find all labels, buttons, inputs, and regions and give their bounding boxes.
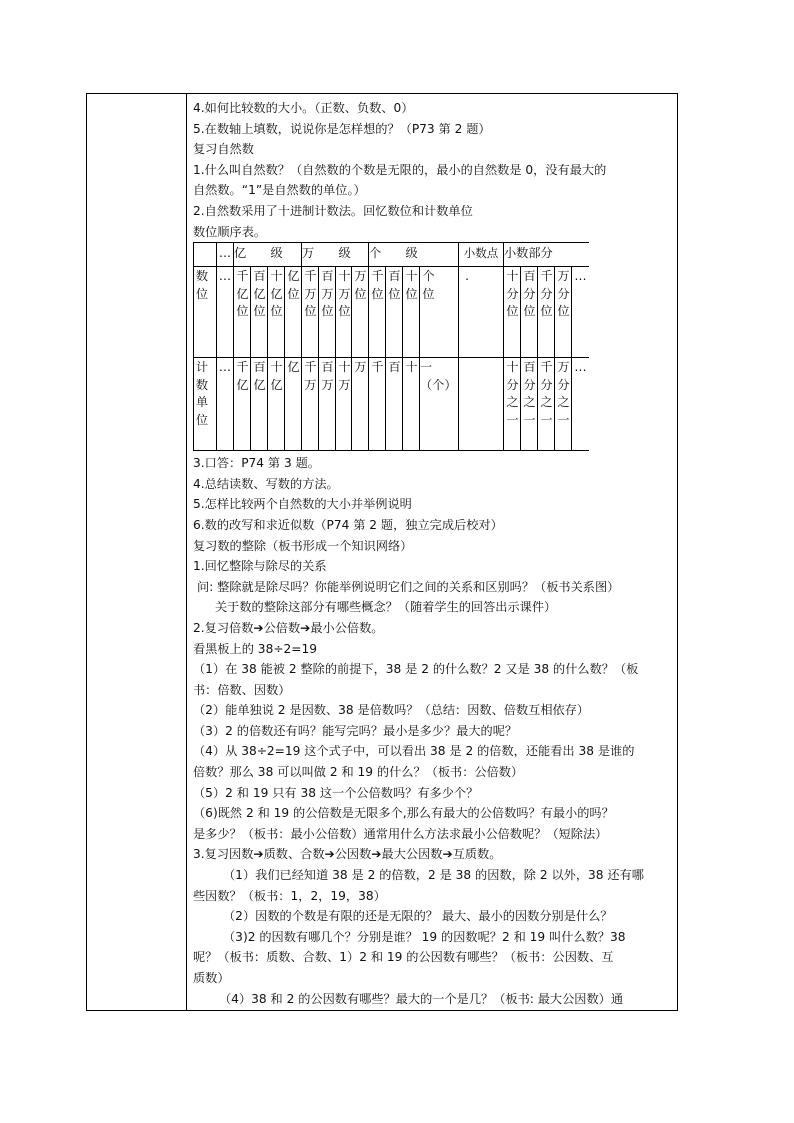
text-line: （2）能单独说 2 是因数、38 是倍数吗？（总结：因数、倍数互相依存） bbox=[193, 703, 590, 718]
row-label-unit: 计数单位 bbox=[195, 360, 209, 427]
text-line: （3)2 的因数有哪几个？分别是谁？ 19 的因数呢？2 和 19 叫什么数？38 bbox=[223, 929, 626, 944]
text-line: （1）在 38 能被 2 整除的前提下，38 是 2 的什么数？2 又是 38 的什么数？（板 bbox=[193, 662, 639, 677]
text-line: 6.数的改写和求近似数（P74 第 2 题，独立完成后校对） bbox=[193, 517, 503, 532]
text-line: 2.复习倍数➔公倍数➔最小公倍数。 bbox=[193, 620, 384, 635]
decimal-place-cell: 十分位 bbox=[506, 269, 519, 319]
decimal-place-cell: 百分位 bbox=[523, 269, 536, 319]
place-cell: 千位 bbox=[371, 269, 384, 301]
place-cell: 千亿位 bbox=[236, 269, 249, 319]
table-rule bbox=[458, 242, 459, 451]
row-tail-ellipsis: … bbox=[574, 360, 587, 375]
unit-cell: 万 bbox=[354, 360, 367, 375]
row-ellipsis: … bbox=[218, 360, 232, 375]
unit-cell: 百 bbox=[388, 360, 401, 375]
header-yi-group: 亿 级 bbox=[234, 246, 283, 261]
unit-cell-one: 一（个） bbox=[420, 360, 457, 392]
table-rule bbox=[554, 266, 555, 451]
text-line: 问: 整除就是除尽吗？你能举例说明它们之间的关系和区别吗？（板书关系图） bbox=[197, 579, 620, 594]
text-line: 些因数？（板书：1，2，19，38） bbox=[193, 888, 386, 903]
row-label-place: 数位 bbox=[195, 269, 209, 301]
text-line: 3.口答：P74 第 3 题。 bbox=[193, 456, 320, 471]
text-line: 关于数的整除这部分有哪些概念？（随着学生的回答出示课件） bbox=[215, 600, 557, 615]
place-cell: 千万位 bbox=[304, 269, 317, 319]
unit-cell: 千万 bbox=[304, 360, 317, 392]
place-cell: 万位 bbox=[354, 269, 367, 301]
text-line: （2）因数的个数是有限的还是无限的？ 最大、最小的因数分别是什么？ bbox=[223, 909, 613, 924]
place-cell: 亿位 bbox=[287, 269, 300, 301]
unit-cell: 十万 bbox=[338, 360, 351, 392]
place-cell: 百亿位 bbox=[253, 269, 266, 319]
text-line: （4）从 38÷2=19 这个式子中，可以看出 38 是 2 的倍数，还能看出 38 是谁的 bbox=[193, 744, 635, 759]
unit-cell: 百万 bbox=[321, 360, 334, 392]
text-line: 倍数？那么 38 可以叫做 2 和 19 的什么？（板书：公倍数） bbox=[193, 765, 524, 780]
place-cell: 十万位 bbox=[338, 269, 351, 319]
unit-cell: 亿 bbox=[287, 360, 300, 375]
text-line: 4.如何比较数的大小。（正数、负数、0） bbox=[193, 101, 414, 115]
decimal-unit-cell: 万分之一 bbox=[557, 360, 570, 427]
row-ellipsis: … bbox=[218, 269, 232, 284]
table-rule bbox=[520, 266, 521, 451]
table-rule bbox=[537, 266, 538, 451]
text-line: 自然数。“1”是自然数的单位。） bbox=[193, 183, 366, 198]
text-line: 5.在数轴上填数，说说你是怎样想的？（P73 第 2 题） bbox=[193, 121, 491, 136]
table-rule bbox=[318, 266, 319, 451]
table-rule bbox=[267, 266, 268, 451]
text-line: 呢？（板书：质数、合数、1）2 和 19 的公因数有哪些？（板书：公因数、互 bbox=[193, 950, 614, 965]
text-line: （4）38 和 2 的公因数有哪些？最大的一个是几？（板书: 最大公因数）通 bbox=[219, 991, 624, 1006]
table-rule bbox=[193, 242, 194, 451]
text-line: 看黑板上的 38÷2=19 bbox=[193, 641, 318, 656]
decimal-unit-cell: 千分之一 bbox=[540, 360, 553, 427]
table-rule bbox=[284, 266, 285, 451]
table-rule bbox=[385, 266, 386, 451]
header-ellipsis: … bbox=[218, 246, 232, 261]
section-heading: 复习数的整除（板书形成一个知识网络） bbox=[193, 538, 413, 553]
decimal-unit-cell: 百分之一 bbox=[523, 360, 536, 427]
text-line: 质数） bbox=[193, 971, 230, 985]
table-rule bbox=[193, 242, 589, 243]
text-line: 3.复习因数➔质数、合数➔公因数➔最大公因数➔互质数。 bbox=[193, 847, 502, 862]
row-tail-ellipsis: … bbox=[574, 269, 587, 284]
table-rule bbox=[301, 242, 302, 451]
header-decimal-point: 小数点 bbox=[463, 246, 499, 261]
text-line: 1.什么叫自然数？（自然数的个数是无限的，最小的自然数是 0，没有最大的 bbox=[193, 162, 607, 177]
table-rule bbox=[250, 266, 251, 451]
text-line: （1）我们已经知道 38 是 2 的倍数，2 是 38 的因数，除 2 以外，38 还有哪 bbox=[223, 868, 644, 883]
column-divider bbox=[186, 93, 187, 1011]
table-rule bbox=[193, 266, 589, 267]
place-cell: 百万位 bbox=[321, 269, 334, 319]
table-rule bbox=[193, 450, 589, 451]
decimal-place-cell: 万分位 bbox=[557, 269, 570, 319]
table-rule bbox=[402, 266, 403, 451]
section-heading: 复习自然数 bbox=[193, 142, 254, 157]
unit-cell: 十 bbox=[405, 360, 418, 375]
text-line: 4.总结读数、写数的方法。 bbox=[193, 476, 339, 491]
table-rule bbox=[335, 266, 336, 451]
unit-cell: 十亿 bbox=[270, 360, 283, 392]
lesson-content bbox=[193, 98, 676, 1009]
text-line: 2.自然数采用了十进制计数法。回忆数位和计数单位 bbox=[193, 203, 473, 218]
place-cell: 个位 bbox=[422, 269, 435, 301]
text-line: 5.怎样比较两个自然数的大小并举例说明 bbox=[193, 497, 412, 512]
unit-cell: 千亿 bbox=[236, 360, 249, 392]
header-ge-group: 个 级 bbox=[369, 246, 418, 261]
text-line: 1.回忆整除与除尽的关系 bbox=[193, 559, 327, 574]
text-line: 数位顺序表。 bbox=[193, 224, 267, 239]
table-rule bbox=[193, 357, 589, 358]
place-cell: 十位 bbox=[405, 269, 418, 301]
bottom-lines bbox=[193, 453, 676, 1009]
header-decimal-part: 小数部分 bbox=[504, 246, 553, 261]
decimal-point-mark: . bbox=[465, 269, 469, 284]
table-rule bbox=[368, 242, 369, 451]
place-cell: 十亿位 bbox=[270, 269, 283, 319]
text-line: 书：倍数、因数） bbox=[193, 682, 291, 697]
text-line: （6)既然 2 和 19 的公倍数是无限多个,那么有最大的公倍数吗？有最小的吗？ bbox=[193, 806, 614, 821]
unit-cell: 千 bbox=[371, 360, 384, 375]
place-value-table bbox=[193, 242, 589, 451]
text-line: 是多少？（板书：最小公倍数）通常用什么方法求最小公倍数呢？（短除法） bbox=[193, 826, 608, 841]
table-rule bbox=[503, 242, 504, 451]
decimal-unit-cell: 十分之一 bbox=[506, 360, 519, 427]
header-wan-group: 万 级 bbox=[302, 246, 351, 261]
decimal-place-cell: 千分位 bbox=[540, 269, 553, 319]
text-line: （5）2 和 19 只有 38 这一个公倍数吗？有多少个？ bbox=[193, 785, 479, 800]
text-line: （3）2 的倍数还有吗？能写完吗？最小是多少？最大的呢？ bbox=[193, 723, 518, 738]
place-cell: 百位 bbox=[388, 269, 401, 301]
unit-cell: 百亿 bbox=[253, 360, 266, 392]
table-rule bbox=[233, 242, 234, 451]
